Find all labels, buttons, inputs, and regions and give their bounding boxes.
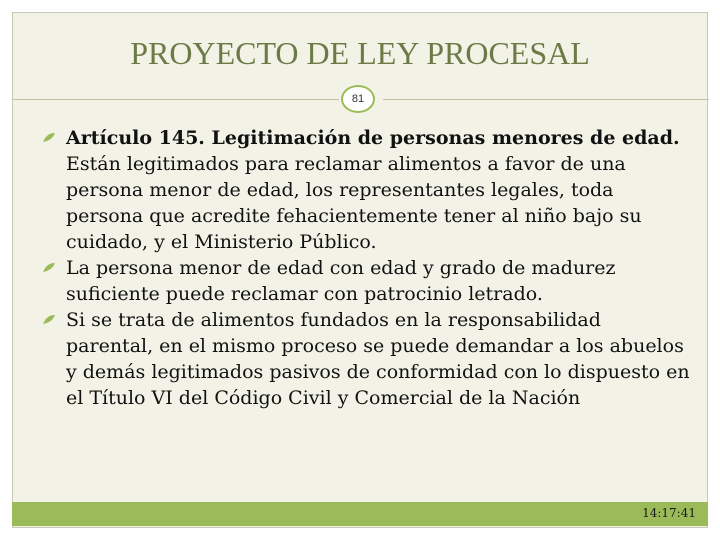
leaf-bullet-icon [43, 133, 55, 143]
slide-content [43, 125, 693, 411]
footer-bar [12, 502, 708, 526]
paragraph-1 [43, 125, 693, 255]
leaf-bullet-icon [43, 315, 55, 325]
article-heading: Artículo 145. Legitimación de personas menores de edad. [66, 127, 680, 149]
page-number-badge: 81 [341, 85, 375, 113]
paragraph-1-text: Están legitimados para reclamar alimentos a favor de una persona menor de edad, los representantes legales, toda persona que acredite fehacientemente tener al niño bajo su cuidado, y el Ministerio Público. [66, 153, 642, 253]
slide [12, 12, 708, 528]
paragraph-3 [43, 307, 693, 411]
footer-time: 14:17:41 [642, 506, 696, 520]
paragraph-2-text: La persona menor de edad con edad y grado de madurez suficiente puede reclamar con patrocinio letrado. [66, 257, 616, 305]
paragraph-2 [43, 255, 693, 307]
leaf-bullet-icon [43, 263, 55, 273]
divider-left [13, 99, 339, 100]
divider-right [383, 99, 709, 100]
slide-title: PROYECTO DE LEY PROCESAL [130, 35, 590, 71]
paragraph-3-text: Si se trata de alimentos fundados en la responsabilidad parental, en el mismo proceso se puede demandar a los abuelos y demás legitimados pasivos de conformidad con lo dispuesto en el Título VI del Código Civil y Comercial de la Nación [66, 309, 690, 409]
